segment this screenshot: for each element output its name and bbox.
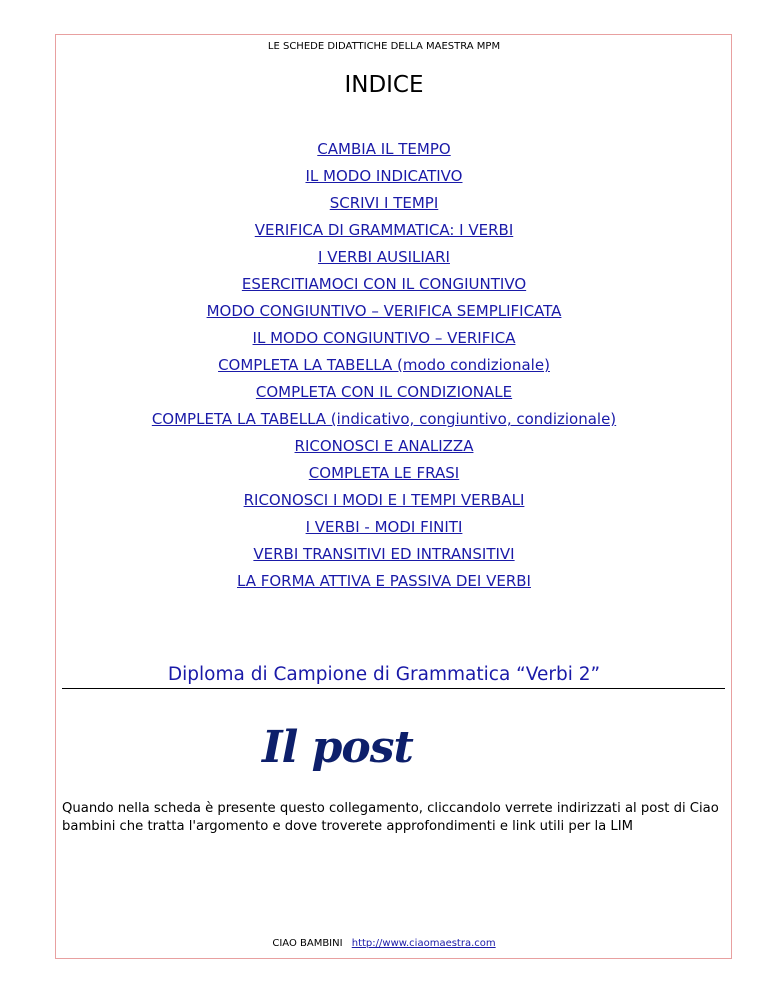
toc-item (0, 136, 768, 163)
toc-item (0, 487, 768, 514)
toc-item (0, 514, 768, 541)
toc-item (0, 271, 768, 298)
toc-item (0, 163, 768, 190)
toc-link[interactable]: VERIFICA DI GRAMMATICA: I VERBI (254, 221, 514, 239)
footer-brand: CIAO BAMBINI (272, 938, 343, 949)
toc-link[interactable]: COMPLETA LA TABELLA (modo condizionale) (218, 356, 550, 374)
toc-link[interactable]: IL MODO INDICATIVO (305, 167, 463, 185)
toc-link[interactable]: MODO CONGIUNTIVO – VERIFICA SEMPLIFICATA (206, 302, 562, 320)
toc-link[interactable]: RICONOSCI I MODI E I TEMPI VERBALI (243, 491, 525, 509)
toc-link[interactable]: I VERBI - MODI FINITI (305, 518, 463, 536)
toc-item (0, 433, 768, 460)
divider (62, 688, 725, 689)
toc-link[interactable]: COMPLETA LA TABELLA (indicativo, congiuntivo, condizionale) (151, 410, 617, 428)
toc-item (0, 352, 768, 379)
toc-item (0, 379, 768, 406)
toc-link[interactable]: IL MODO CONGIUNTIVO – VERIFICA (252, 329, 516, 347)
page-title: INDICE (344, 72, 424, 98)
diploma-section (0, 664, 768, 685)
toc-item (0, 217, 768, 244)
toc-link[interactable]: SCRIVI I TEMPI (329, 194, 439, 212)
post-explanation: Quando nella scheda è presente questo collegamento, cliccandolo verrete indirizzati al post di Ciao bambini che tratta l'argomento e dove troverete approfondimenti e link utili per la LIM (62, 801, 719, 834)
toc-link[interactable]: COMPLETA LE FRASI (308, 464, 460, 482)
toc-link[interactable]: RICONOSCI E ANALIZZA (294, 437, 474, 455)
toc-link[interactable]: ESERCITIAMOCI CON IL CONGIUNTIVO (241, 275, 527, 293)
diploma-link[interactable]: Diploma di Campione di Grammatica “Verbi 2” (167, 664, 601, 685)
toc-item (0, 298, 768, 325)
toc-item (0, 244, 768, 271)
toc-link[interactable]: LA FORMA ATTIVA E PASSIVA DEI VERBI (237, 572, 531, 590)
page-footer (0, 938, 768, 949)
toc-item (0, 460, 768, 487)
table-of-contents (0, 136, 768, 595)
page-header: LE SCHEDE DIDATTICHE DELLA MAESTRA MPM (267, 41, 501, 52)
toc-item (0, 568, 768, 595)
toc-item (0, 406, 768, 433)
toc-item (0, 325, 768, 352)
footer-link[interactable]: http://www.ciaomaestra.com (351, 938, 496, 949)
toc-link[interactable]: CAMBIA IL TEMPO (317, 140, 451, 158)
post-label[interactable]: Il post (262, 722, 413, 773)
toc-item (0, 541, 768, 568)
toc-link[interactable]: I VERBI AUSILIARI (318, 248, 450, 266)
toc-item (0, 190, 768, 217)
toc-link[interactable]: COMPLETA CON IL CONDIZIONALE (255, 383, 513, 401)
toc-link[interactable]: VERBI TRANSITIVI ED INTRANSITIVI (253, 545, 515, 563)
